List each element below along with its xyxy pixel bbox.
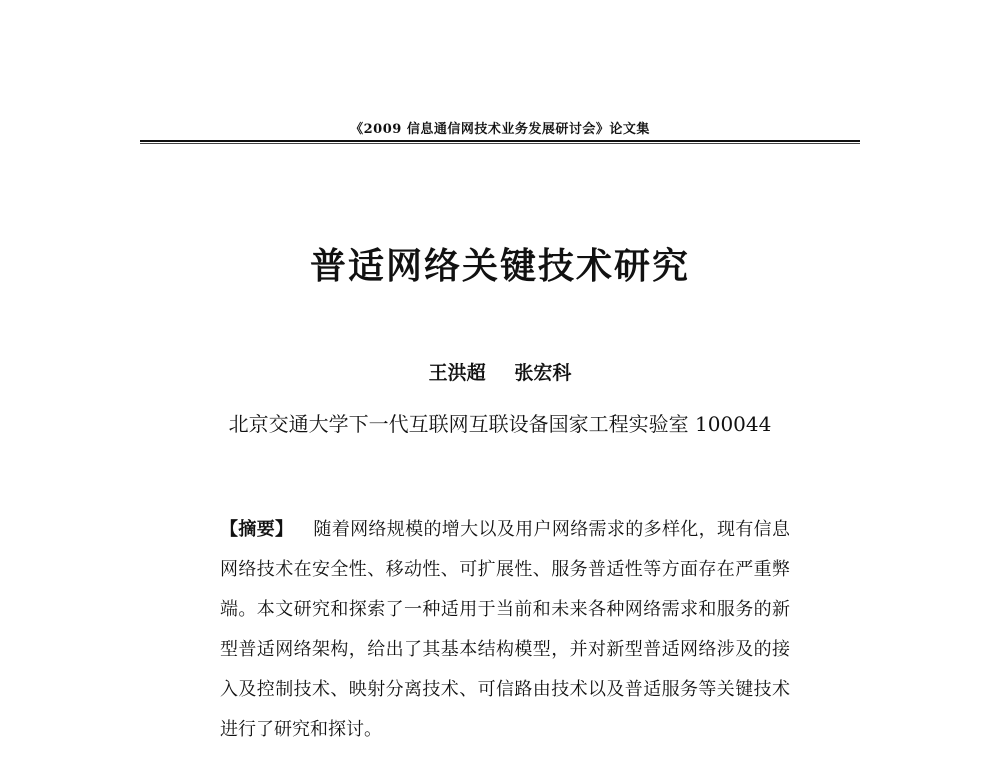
paper-title: 普适网络关键技术研究 [309, 245, 690, 287]
header-rule-thin [140, 143, 860, 144]
author-name: 张宏科 [514, 362, 572, 384]
affiliation: 北京交通大学下一代互联网互联设备国家工程实验室 100044 [228, 412, 772, 436]
abstract-text: 随着网络规模的增大以及用户网络需求的多样化，现有信息网络技术在安全性、移动性、可扩展性、服务普适性等方面存在严重弊端。本文研究和探索了一种适用于当前和未来各种网络需求和服务的新型普适网络架构，给出了其基本结构模型，并对新型普适网络涉及的接入及控制技术、映射分离技术、可信路由技术以及普适服务等关键技术进行了研究和探讨。 [220, 519, 791, 740]
abstract [220, 510, 790, 750]
author-name: 王洪超 [428, 362, 486, 384]
abstract-label: 【摘要】 [220, 519, 294, 540]
running-header: 《2009 信息通信网技术业务发展研讨会》论文集 [350, 122, 650, 137]
header-rule [140, 140, 860, 142]
author-list [0, 358, 1000, 385]
